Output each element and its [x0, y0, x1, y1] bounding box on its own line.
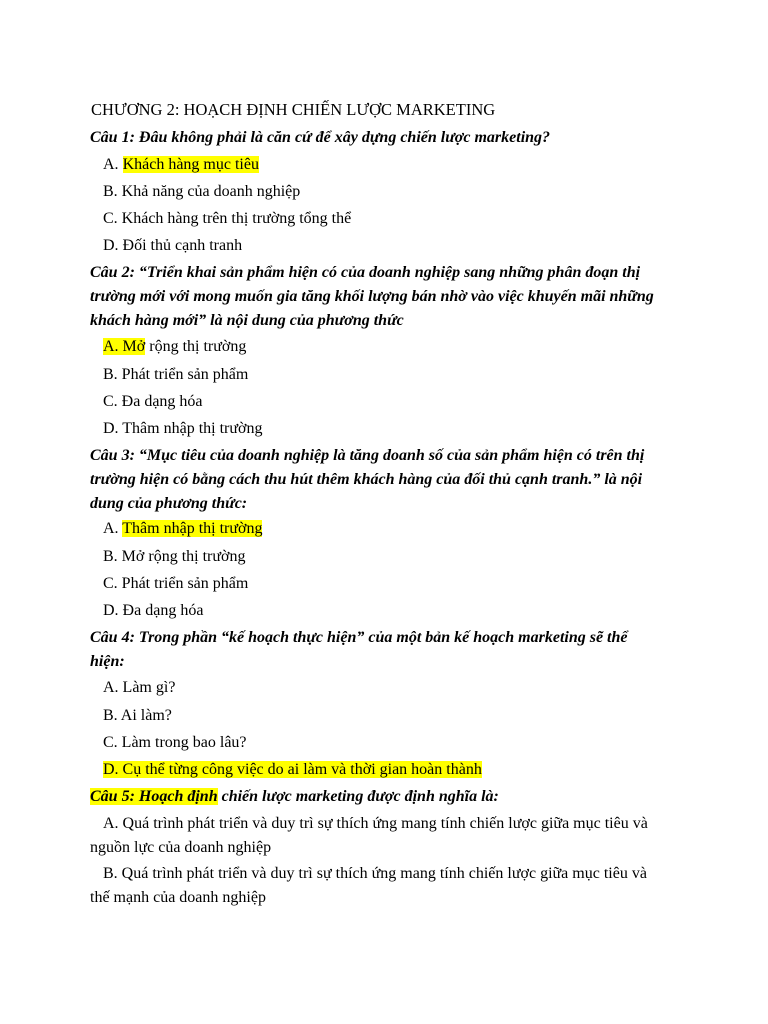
question-4-line-2: hiện:: [90, 653, 125, 670]
question-5-option-b-line-2: thế mạnh của doanh nghiệp: [90, 889, 266, 906]
question-1-option-c: C. Khách hàng trên thị trường tổng thể: [103, 210, 352, 227]
question-2-line-2: trường mới với mong muốn gia tăng khối lượng bán nhờ vào việc khuyến mãi những: [90, 288, 654, 305]
question-1-option-d: D. Đối thủ cạnh tranh: [103, 237, 243, 254]
question-2-option-d: D. Thâm nhập thị trường: [103, 420, 263, 437]
question-4-option-a: A. Làm gì?: [103, 679, 176, 696]
question-4-option-b: B. Ai làm?: [103, 707, 172, 724]
question-2-line-1: Câu 2: “Triển khai sản phẩm hiện có của doanh nghiệp sang những phân đoạn thị: [90, 264, 641, 281]
highlighted-answer: Thâm nhập thị trường: [122, 520, 263, 537]
question-3-line-2: trường hiện có bằng cách thu hút thêm khách hàng của đối thủ cạnh tranh.” là nội: [90, 471, 643, 488]
question-4-line-1: Câu 4: Trong phần “kế hoạch thực hiện” của một bản kế hoạch marketing sẽ thể: [90, 629, 628, 646]
question-3-line-3: dung của phương thức:: [90, 495, 248, 512]
highlighted-answer: D. Cụ thể từng công việc do ai làm và thời gian hoàn thành: [103, 761, 482, 778]
question-2-option-a: [103, 337, 246, 357]
question-text: chiến lược marketing được định nghĩa là:: [217, 788, 499, 805]
option-label: A.: [103, 520, 123, 537]
question-4-option-d: [103, 760, 482, 780]
chapter-title: CHƯƠNG 2: HOẠCH ĐỊNH CHIẾN LƯỢC MARKETING: [91, 100, 496, 119]
question-1-option-a: [103, 155, 259, 175]
option-label: A.: [103, 156, 123, 173]
question-5-option-b-line-1: B. Quá trình phát triển và duy trì sự thích ứng mang tính chiến lược giữa mục tiêu và: [103, 865, 647, 882]
question-1-option-b: B. Khả năng của doanh nghiệp: [103, 183, 301, 200]
highlighted-answer: A. Mở: [103, 338, 146, 355]
question-2-option-c: C. Đa dạng hóa: [103, 393, 203, 410]
question-2-line-3: khách hàng mới” là nội dung của phương thức: [90, 312, 404, 329]
question-3-option-d: D. Đa dạng hóa: [103, 602, 204, 619]
question-4-option-c: C. Làm trong bao lâu?: [103, 734, 247, 751]
option-text: rộng thị trường: [145, 338, 247, 355]
question-3-option-c: C. Phát triển sản phẩm: [103, 575, 249, 592]
question-1: Câu 1: Đâu không phải là căn cứ để xây dựng chiến lược marketing?: [90, 129, 551, 146]
question-3-option-a: [103, 519, 262, 539]
question-3-option-b: B. Mở rộng thị trường: [103, 548, 246, 565]
highlighted-question-label: Câu 5: Hoạch định: [90, 788, 218, 805]
highlighted-answer: Khách hàng mục tiêu: [122, 156, 259, 173]
question-5: [90, 787, 499, 807]
question-3-line-1: Câu 3: “Mục tiêu của doanh nghiệp là tăng doanh số của sản phẩm hiện có trên thị: [90, 447, 645, 464]
question-2-option-b: B. Phát triển sản phẩm: [103, 366, 249, 383]
question-5-option-a-line-2: nguồn lực của doanh nghiệp: [90, 839, 272, 856]
question-5-option-a-line-1: A. Quá trình phát triển và duy trì sự thích ứng mang tính chiến lược giữa mục tiêu và: [103, 815, 648, 832]
